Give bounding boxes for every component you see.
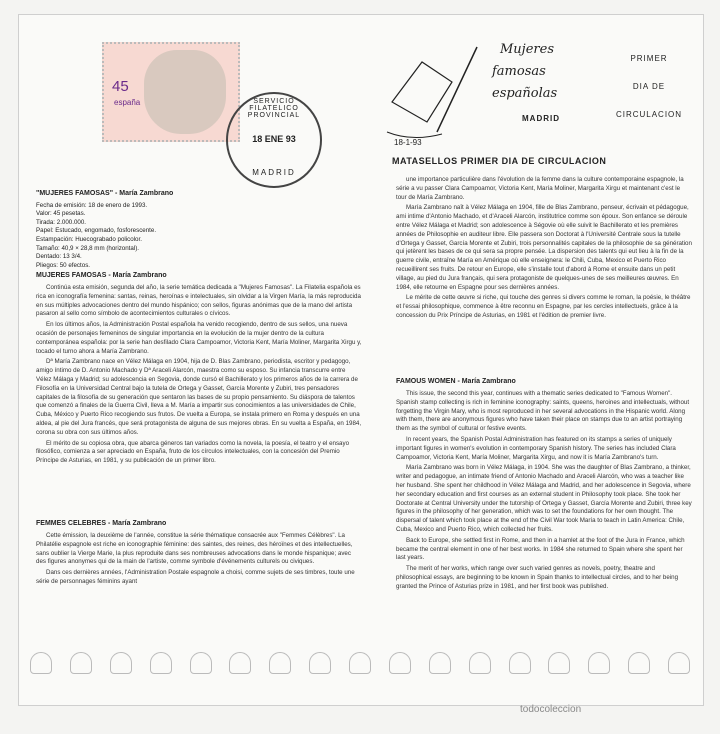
portrait-figure xyxy=(144,50,226,134)
spec-line: Estampación: Huecograbado policolor. xyxy=(36,235,142,243)
crown-icon xyxy=(190,652,212,674)
cachet-line3: españolas xyxy=(492,86,558,101)
paragraph: En los últimos años, la Administración Postal española ha venido recogiendo, dentro de sus sellos, una nueva ocasión de personajes femeninos de singular importancia en la evolución de la mujer dentro de la cultura contemporánea española: por la serie han desfilado Clara Campoamor, Victoria Kent, María Moliner, Margarita Xirgu y, tocado el turno ahora a María Zambrano. xyxy=(36,321,362,355)
stamp-value: 45 xyxy=(112,78,129,95)
crown-icon xyxy=(548,652,570,674)
cachet-line2: famosas xyxy=(492,64,546,79)
crown-icon xyxy=(628,652,650,674)
spec-line: Fecha de emisión: 18 de enero de 1993. xyxy=(36,201,148,209)
crown-icon xyxy=(30,652,52,674)
label-dia-de: DIA DE xyxy=(632,82,666,91)
crown-icon xyxy=(309,652,331,674)
crown-icon xyxy=(349,652,371,674)
paragraph: Cette émission, la deuxième de l'année, constitue la série thématique consacrée aux "Femmes Célèbres". La Philatélie espagnole est riche en iconographie féminine: des saintes, des reines, des héroïnes et des intellectuelles, sans oublier la Vierge Marie, la plus reproduite dans ses nombreuses advocations dans le monde hispanique; avec des figures anonymes qui de la main de l'artiste, comme symbole d'événements culturels ou civiques. xyxy=(36,532,353,566)
cachet-line1: Mujeres xyxy=(500,42,554,57)
crown-icon xyxy=(668,652,690,674)
en-section-body xyxy=(396,390,692,644)
paragraph: Le mérite de cette œuvre si riche, qui touche des genres si divers comme le roman, la poésie, le théâtre et l'essai philosophique, commence à être reconnu en Espagne, par les cercles intellectuels, grâce à la concession du Prix Príncipe de Asturias, en 1981 et l'édition de premier livre. xyxy=(396,294,691,319)
stamp-country: españa xyxy=(114,98,141,107)
fr-continued-body xyxy=(396,176,692,356)
crown-icon xyxy=(469,652,491,674)
paragraph: Continúa esta emisión, segunda del año, la serie temática dedicada a "Mujeres Famosas". La Filatelia española es rica en iconografía femenina: santas, reinas, heroínas e intelectuales, sin olvidar a la Virgen María, la más reproducida en sus múltiples advocaciones dentro del mundo hispánico; con sellos, figuras anónimas que de la mano del artista pasaron al sello como símbolo de acontecimientos culturales o cívicos. xyxy=(36,284,361,318)
pen-drawing-icon xyxy=(382,42,492,152)
paragraph: Dans ces dernières années, l'Administration Postale espagnole a choisi, comme sujets de ses timbres, toute une série de personnages féminins ayant xyxy=(36,569,355,585)
postmark xyxy=(226,92,322,188)
cachet-date: 18-1-93 xyxy=(394,138,422,147)
postmark-date: 18 ENE 93 xyxy=(252,134,296,144)
fr-section-body xyxy=(36,532,362,642)
spec-line: Papel: Estucado, engomado, fosforescente. xyxy=(36,227,157,235)
fr-section-title: FEMMES CELEBRES - María Zambrano xyxy=(36,520,167,527)
crown-icon xyxy=(269,652,291,674)
spec-heading: "MUJERES FAMOSAS" - María Zambrano xyxy=(36,190,174,197)
paragraph: This issue, the second this year, continues with a thematic series dedicated to "Famous Women". Spanish stamp collecting is rich in feminine iconography: saints, queens, heroines and intellectuals, without forgetting the Virgin Mary, who is most reproduced in her several advocations in the Hispanic world. Along with them, there are anonymous figures who have taken their place on stamps due to an artist portraying them as the symbol of cultural or festive events. xyxy=(396,390,690,433)
label-primer: PRIMER xyxy=(630,54,668,63)
watermark-footer: todocoleccion xyxy=(520,704,582,715)
crown-icon xyxy=(389,652,411,674)
crown-icon xyxy=(509,652,531,674)
label-circulacion: CIRCULACION xyxy=(615,110,683,119)
es-section-title: MUJERES FAMOSAS - María Zambrano xyxy=(36,272,167,279)
stamp-image xyxy=(102,42,240,142)
paragraph: The merit of her works, which range over such varied genres as novels, poetry, theatre and philosophical essays, are beginning to be known in Spain thanks to intellectual circles, and to her being granted the Prince of Asturias prize in 1981, and her first book was published. xyxy=(396,565,679,590)
circulation-labels xyxy=(604,54,694,138)
crown-icon xyxy=(150,652,172,674)
spec-line: Dentado: 13 3/4. xyxy=(36,253,82,261)
crown-icon xyxy=(229,652,251,674)
spec-line: Tirada: 2.000.000. xyxy=(36,218,86,226)
paragraph: Dª María Zambrano nace en Vélez Málaga en 1904, hija de D. Blas Zambrano, periodista, escritor y pedagogo, amigo íntimo de D. Antonio Machado y Dª Araceli Alarcón, maestra como su esposo. Su infancia transcurre entre Vélez Málaga y Madrid; su adolescencia en Segovia, donde cursó el Bachillerato y los primeros años de la carrera de Filosofía en la Universidad Central bajo la tutela de Ortega y Gasset, García Morente y Zubiri, tres pensadores capitales de la filosofía de su generación que sentaron las bases de su propio pensamiento. Su diáspora de talentos que comenzó a finales de la Guerra Civil, lleva a M. María a impartir sus conocimientos a las universidades de Chile, Cuba, México y Puerto Rico recogiendo sus frutos. De vuelta a Europa, se instala primero en Roma y después en una aldea, al pie del Jura francés, que será protagonista de alguna de sus mejores obras. En su vuelta a España, en 1984, corona su obra con sus últimos años. xyxy=(36,358,362,436)
paragraph: El mérito de su copiosa obra, que abarca géneros tan variados como la novela, la poesía, el teatro y el ensayo filosófico, comienza a ser apreciado en España, fruto de los círculos intelectuales, con la concesión del Premio Príncipe de Asturias, en 1981, y su publicación de un primer libro. xyxy=(36,439,350,465)
paragraph: María Zambrano naît à Vélez Málaga en 1904, fille de Blas Zambrano, penseur, écrivain et pédagogue, ami intime d'Antonio Machado, et d'Araceli Alarcón, institutrice comme son époux. Son enfance se déroule entre Vélez Málaga et Madrid; son adolescence à Ségovie où elle suivit le Bachillerato et les premières années de Philosophie en auditeur libre. Elle passera son Doctorat à l'Université Centrale sous la tutelle d'Ortega y Gasset, García Morente et Zubiri, trois personnalités capitales de la philosophie de sa génération qui jetèrent les bases de ce qui sera sa propre pensée. La dispersion des talents qui eut lieu à la fin de la guerre civile, entraîne María en Amérique où elle enseignera: le Chili, Cuba, Mexico et Puerto Rico recueillirent ses fruits. De retour en Europe, elle s'installe tout d'abord à Rome et ensuite dans un petit village, au pied du Jura français, qui sera protagoniste de quelques-unes de ses meilleures œuvres. En 1984, elle retourne en Espagne pour ses dernières années. xyxy=(396,204,692,291)
cachet-city: MADRID xyxy=(522,114,560,123)
crown-icon xyxy=(429,652,451,674)
spec-line: Valor: 45 pesetas. xyxy=(36,210,86,218)
crown-icon xyxy=(70,652,92,674)
crown-icon xyxy=(110,652,132,674)
spec-line: Pliegos: 50 efectos. xyxy=(36,261,91,269)
paragraph: María Zambrano was born in Vélez Málaga, in 1904. She was the daughter of Blas Zambrano, a thinker, writer and pedagogue, an intimate friend of Antonio Machado and Araceli Alarcón, who was a teacher like her husband. She spent her childhood in Vélez Málaga and Madrid, and her adolescence in Segovia, where her secondary education and first courses as an external student in Philosophy took place. She took her Doctorate at Central University under the tutorship of Ortega y Gasset, García Morente and Zubiri, three key figures in the philosophy of her generation, which was to set the foundations for her own thought. The dispersal of talent which took place at the end of the Civil War took María to teach in Latin America: Chile, Cuba, Mexico and Puerto Rico, which collected her fruits. xyxy=(396,464,692,533)
paragraph: Back to Europe, she settled first in Rome, and then in a hamlet at the foot of the Jura in France, which became the central element in one of her best works. In 1984 she returned to Spain where she spent her last years. xyxy=(396,536,685,562)
en-section-title: FAMOUS WOMEN - María Zambrano xyxy=(396,378,516,385)
spec-block xyxy=(36,190,236,270)
crown-icon xyxy=(588,652,610,674)
es-section-body xyxy=(36,284,362,504)
paragraph: une importance particulière dans l'évolution de la femme dans la culture contemporaine espagnole, la série a vu passer Clara Campoamor, Victoria Kent, María Moliner, Margarita Xirgu et maintenant c'est le tour de María Zambrano. xyxy=(396,176,684,201)
postmark-top-text: SERVICIO FILATELICO PROVINCIAL xyxy=(247,98,301,119)
postmark-city: MADRID xyxy=(252,168,296,177)
spec-line: Tamaño: 40,9 × 28,8 mm (horizontal). xyxy=(36,244,140,252)
cachet-title: MATASELLOS PRIMER DIA DE CIRCULACION xyxy=(392,156,607,166)
cachet-design xyxy=(382,42,560,162)
crown-border xyxy=(30,648,690,678)
paragraph: In recent years, the Spanish Postal Administration has featured on its stamps a series of uniquely important figures in women's evolution in contemporary Spanish history. The series has included Clara Campoamor, Victoria Kent, María Moliner, Margarita Xirgu, and now it is María Zambrano's turn. xyxy=(396,435,676,461)
